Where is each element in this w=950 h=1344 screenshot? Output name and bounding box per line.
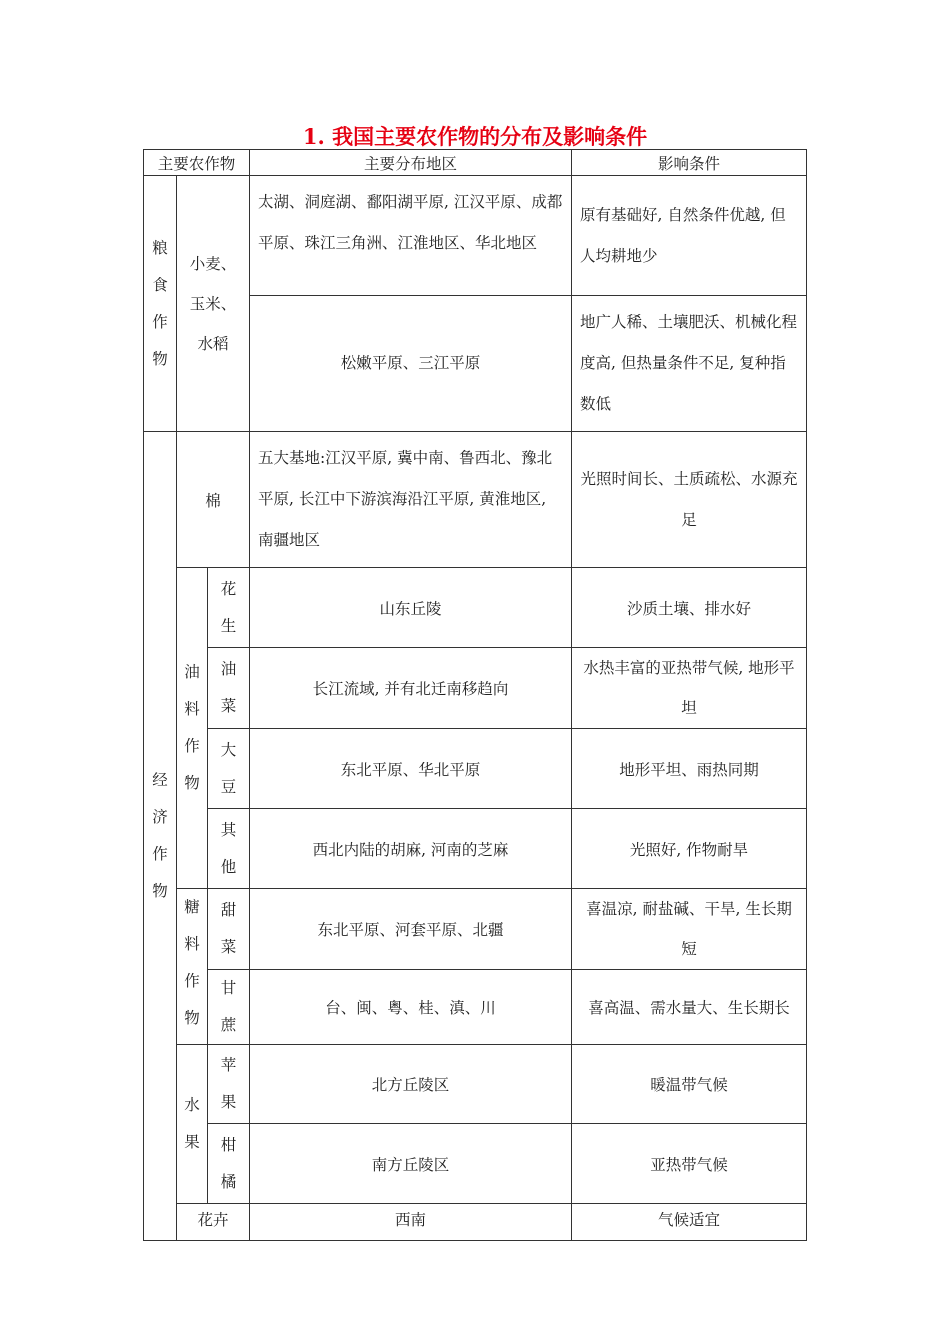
crop-flowers: 花卉 (177, 1204, 250, 1241)
table-row (144, 809, 807, 889)
table-row (144, 970, 807, 1045)
crop-citrus: 柑 橘 (208, 1124, 250, 1204)
rapeseed-condition: 水热丰富的亚热带气候, 地形平坦 (572, 648, 807, 729)
table-row (144, 1045, 807, 1124)
apple-region: 北方丘陵区 (250, 1045, 572, 1124)
table-row (144, 432, 807, 568)
citrus-condition: 亚热带气候 (572, 1124, 807, 1204)
grain-category: 粮 食 作 物 (144, 176, 177, 432)
table-header-row (144, 150, 807, 176)
table-row (144, 1124, 807, 1204)
table-row (144, 889, 807, 970)
flowers-region: 西南 (250, 1204, 572, 1241)
grain-condition-1: 原有基础好, 自然条件优越, 但人均耕地少 (572, 176, 807, 296)
sugarcane-region: 台、闽、粤、桂、滇、川 (250, 970, 572, 1045)
citrus-region: 南方丘陵区 (250, 1124, 572, 1204)
header-crop: 主要农作物 (144, 150, 250, 176)
crop-other-oil: 其 他 (208, 809, 250, 889)
crop-sugarcane: 甘 蔗 (208, 970, 250, 1045)
cotton-condition: 光照时间长、土质疏松、水源充足 (572, 432, 807, 568)
cotton-name: 棉 (177, 432, 250, 568)
header-condition: 影响条件 (572, 150, 807, 176)
sugarcane-condition: 喜高温、需水量大、生长期长 (572, 970, 807, 1045)
peanut-condition: 沙质土壤、排水好 (572, 568, 807, 648)
other-oil-region: 西北内陆的胡麻, 河南的芝麻 (250, 809, 572, 889)
soybean-region: 东北平原、华北平原 (250, 729, 572, 809)
table-row (144, 729, 807, 809)
crop-rapeseed: 油 菜 (208, 648, 250, 729)
soybean-condition: 地形平坦、雨热同期 (572, 729, 807, 809)
fruit-group: 水 果 (177, 1045, 208, 1204)
grain-region-1: 太湖、洞庭湖、鄱阳湖平原, 江汉平原、成都平原、珠江三角洲、江淮地区、华北地区 (250, 176, 572, 296)
sugar-beet-condition: 喜温凉, 耐盐碱、干旱, 生长期短 (572, 889, 807, 970)
crop-sugar-beet: 甜 菜 (208, 889, 250, 970)
peanut-region: 山东丘陵 (250, 568, 572, 648)
oil-crops-group: 油 料 作 物 (177, 568, 208, 889)
sugar-crops-group: 糖 料 作 物 (177, 889, 208, 1045)
crop-soybean: 大 豆 (208, 729, 250, 809)
economic-category: 经 济 作 物 (144, 432, 177, 1241)
table-row (144, 568, 807, 648)
grain-condition-2: 地广人稀、土壤肥沃、机械化程度高, 但热量条件不足, 复种指数低 (572, 296, 807, 432)
header-region: 主要分布地区 (250, 150, 572, 176)
apple-condition: 暖温带气候 (572, 1045, 807, 1124)
table-row (144, 648, 807, 729)
sugar-beet-region: 东北平原、河套平原、北疆 (250, 889, 572, 970)
rapeseed-region: 长江流域, 并有北迁南移趋向 (250, 648, 572, 729)
crop-distribution-table (143, 149, 807, 1241)
crop-peanut: 花 生 (208, 568, 250, 648)
page-title: 1. 我国主要农作物的分布及影响条件 (302, 124, 648, 149)
flowers-condition: 气候适宜 (572, 1204, 807, 1241)
cotton-region: 五大基地:江汉平原, 冀中南、鲁西北、豫北平原, 长江中下游滨海沿江平原, 黄淮地区, 南疆地区 (250, 432, 572, 568)
table-row (144, 1204, 807, 1241)
table-row (144, 176, 807, 296)
other-oil-condition: 光照好, 作物耐旱 (572, 809, 807, 889)
crop-apple: 苹 果 (208, 1045, 250, 1124)
grain-crops: 小麦、 玉米、 水稻 (177, 176, 250, 432)
grain-region-2: 松嫩平原、三江平原 (250, 296, 572, 432)
